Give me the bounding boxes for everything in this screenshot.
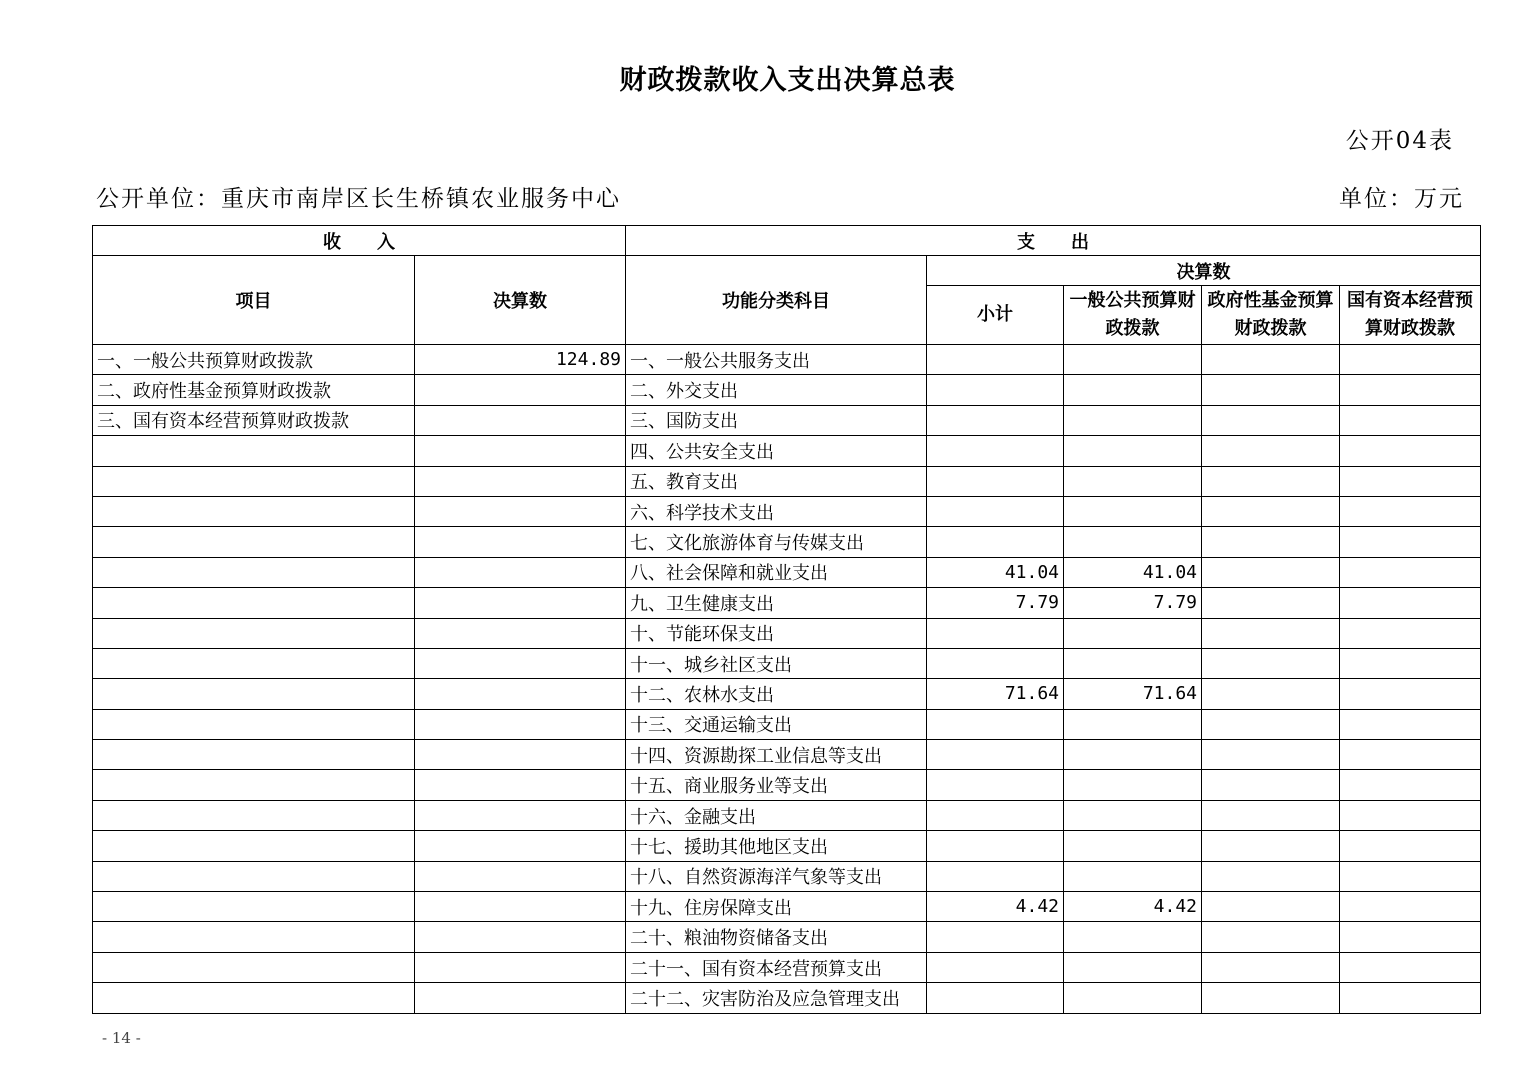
subtotal-cell <box>927 800 1064 830</box>
general-budget-cell <box>1064 983 1202 1013</box>
state-capital-cell <box>1340 740 1481 770</box>
subtotal-cell <box>927 466 1064 496</box>
general-budget-header: 一般公共预算财政拨款 <box>1064 286 1202 345</box>
income-item-cell <box>93 800 415 830</box>
state-capital-cell <box>1340 496 1481 526</box>
subtotal-cell <box>927 648 1064 678</box>
income-amount-cell <box>415 527 626 557</box>
subtotal-cell <box>927 861 1064 891</box>
gov-fund-cell <box>1202 740 1340 770</box>
table-row <box>93 436 1481 466</box>
income-item-cell: 一、一般公共预算财政拨款 <box>93 345 415 375</box>
table-row <box>93 345 1481 375</box>
general-budget-cell: 41.04 <box>1064 557 1202 587</box>
subtotal-cell <box>927 770 1064 800</box>
gov-fund-cell <box>1202 527 1340 557</box>
gov-fund-cell <box>1202 648 1340 678</box>
general-budget-cell <box>1064 740 1202 770</box>
state-capital-cell <box>1340 405 1481 435</box>
income-amount-cell <box>415 861 626 891</box>
state-capital-cell <box>1340 648 1481 678</box>
gov-fund-cell <box>1202 831 1340 861</box>
table-row <box>93 922 1481 952</box>
state-capital-cell <box>1340 345 1481 375</box>
income-amount-cell: 124.89 <box>415 345 626 375</box>
income-amount-cell <box>415 679 626 709</box>
subtotal-cell <box>927 436 1064 466</box>
income-header: 收 入 <box>93 226 626 256</box>
income-amount-cell <box>415 740 626 770</box>
table-row <box>93 983 1481 1013</box>
income-item-cell <box>93 952 415 982</box>
income-amount-cell <box>415 588 626 618</box>
table-row <box>93 618 1481 648</box>
subject-cell: 十七、援助其他地区支出 <box>626 831 927 861</box>
gov-fund-cell <box>1202 466 1340 496</box>
gov-fund-cell <box>1202 861 1340 891</box>
general-budget-cell <box>1064 618 1202 648</box>
subtotal-header: 小计 <box>927 286 1064 345</box>
state-capital-cell <box>1340 983 1481 1013</box>
subject-cell: 六、科学技术支出 <box>626 496 927 526</box>
subtotal-cell <box>927 527 1064 557</box>
state-capital-cell <box>1340 861 1481 891</box>
table-row <box>93 588 1481 618</box>
gov-fund-cell <box>1202 770 1340 800</box>
disclosing-unit: 公开单位：重庆市南岸区长生桥镇农业服务中心 <box>96 186 621 212</box>
income-item-cell <box>93 679 415 709</box>
general-budget-cell <box>1064 861 1202 891</box>
gov-fund-cell <box>1202 588 1340 618</box>
table-row <box>93 557 1481 587</box>
table-row <box>93 740 1481 770</box>
income-amount-cell <box>415 436 626 466</box>
state-capital-cell <box>1340 770 1481 800</box>
general-budget-cell <box>1064 922 1202 952</box>
state-capital-cell <box>1340 952 1481 982</box>
subtotal-cell <box>927 740 1064 770</box>
subject-cell: 十二、农林水支出 <box>626 679 927 709</box>
income-item-cell <box>93 861 415 891</box>
table-row <box>93 892 1481 922</box>
subtotal-cell <box>927 831 1064 861</box>
currency-unit: 单位：万元 <box>1339 186 1464 212</box>
subject-cell: 二、外交支出 <box>626 375 927 405</box>
income-item-cell <box>93 831 415 861</box>
gov-fund-cell <box>1202 496 1340 526</box>
table-row <box>93 861 1481 891</box>
subtotal-cell <box>927 496 1064 526</box>
income-amount-cell <box>415 405 626 435</box>
state-capital-cell <box>1340 831 1481 861</box>
state-capital-cell <box>1340 892 1481 922</box>
income-item-cell <box>93 618 415 648</box>
subject-cell: 七、文化旅游体育与传媒支出 <box>626 527 927 557</box>
subject-cell: 一、一般公共服务支出 <box>626 345 927 375</box>
state-capital-cell <box>1340 588 1481 618</box>
table-row <box>93 466 1481 496</box>
income-item-cell <box>93 892 415 922</box>
state-capital-header: 国有资本经营预算财政拨款 <box>1340 286 1481 345</box>
general-budget-cell: 7.79 <box>1064 588 1202 618</box>
general-budget-cell <box>1064 405 1202 435</box>
expense-header: 支 出 <box>626 226 1481 256</box>
state-capital-cell <box>1340 922 1481 952</box>
table-body <box>93 345 1481 1014</box>
income-amount-cell <box>415 952 626 982</box>
state-capital-cell <box>1340 436 1481 466</box>
general-budget-cell <box>1064 496 1202 526</box>
subject-cell: 二十、粮油物资储备支出 <box>626 922 927 952</box>
subtotal-cell <box>927 375 1064 405</box>
income-amount-cell <box>415 709 626 739</box>
general-budget-cell <box>1064 345 1202 375</box>
income-item-cell <box>93 588 415 618</box>
page-number: - 14 - <box>102 1029 141 1047</box>
income-amount-cell <box>415 375 626 405</box>
subtotal-cell <box>927 618 1064 648</box>
income-amount-cell <box>415 983 626 1013</box>
subject-cell: 十六、金融支出 <box>626 800 927 830</box>
state-capital-cell <box>1340 800 1481 830</box>
income-amount-cell <box>415 557 626 587</box>
income-item-cell <box>93 436 415 466</box>
general-budget-cell <box>1064 800 1202 830</box>
income-amount-cell <box>415 770 626 800</box>
subject-cell: 二十二、灾害防治及应急管理支出 <box>626 983 927 1013</box>
subtotal-cell: 71.64 <box>927 679 1064 709</box>
table-row <box>93 648 1481 678</box>
subtotal-cell <box>927 922 1064 952</box>
income-item-cell <box>93 527 415 557</box>
form-number: 公开04表 <box>1345 128 1454 154</box>
general-budget-cell <box>1064 709 1202 739</box>
income-amount-cell <box>415 831 626 861</box>
subtotal-cell: 7.79 <box>927 588 1064 618</box>
gov-fund-cell <box>1202 679 1340 709</box>
amount-header: 决算数 <box>415 256 626 345</box>
income-item-cell <box>93 709 415 739</box>
general-budget-cell <box>1064 952 1202 982</box>
subject-cell: 十一、城乡社区支出 <box>626 648 927 678</box>
subject-cell: 十、节能环保支出 <box>626 618 927 648</box>
subtotal-cell <box>927 405 1064 435</box>
gov-fund-cell <box>1202 952 1340 982</box>
table-row <box>93 770 1481 800</box>
gov-fund-header: 政府性基金预算财政拨款 <box>1202 286 1340 345</box>
func-subject-header: 功能分类科目 <box>626 256 927 345</box>
income-item-cell <box>93 983 415 1013</box>
income-item-cell <box>93 922 415 952</box>
table-row <box>93 679 1481 709</box>
table-row <box>93 831 1481 861</box>
gov-fund-cell <box>1202 800 1340 830</box>
income-amount-cell <box>415 618 626 648</box>
gov-fund-cell <box>1202 375 1340 405</box>
income-item-cell <box>93 496 415 526</box>
subtotal-cell <box>927 709 1064 739</box>
state-capital-cell <box>1340 375 1481 405</box>
general-budget-cell <box>1064 648 1202 678</box>
gov-fund-cell <box>1202 618 1340 648</box>
state-capital-cell <box>1340 709 1481 739</box>
subject-cell: 十五、商业服务业等支出 <box>626 770 927 800</box>
subtotal-cell: 41.04 <box>927 557 1064 587</box>
state-capital-cell <box>1340 527 1481 557</box>
subtotal-cell <box>927 345 1064 375</box>
page-title: 财政拨款收入支出决算总表 <box>619 65 956 96</box>
gov-fund-cell <box>1202 405 1340 435</box>
subject-cell: 四、公共安全支出 <box>626 436 927 466</box>
table-row <box>93 709 1481 739</box>
state-capital-cell <box>1340 618 1481 648</box>
fiscal-appropriation-table <box>92 225 1481 1014</box>
gov-fund-cell <box>1202 892 1340 922</box>
income-item-cell <box>93 466 415 496</box>
subject-cell: 二十一、国有资本经营预算支出 <box>626 952 927 982</box>
table-row <box>93 800 1481 830</box>
income-amount-cell <box>415 466 626 496</box>
income-item-cell <box>93 740 415 770</box>
subject-cell: 五、教育支出 <box>626 466 927 496</box>
final-amount-header: 决算数 <box>927 256 1481 286</box>
subject-cell: 十八、自然资源海洋气象等支出 <box>626 861 927 891</box>
general-budget-cell: 4.42 <box>1064 892 1202 922</box>
subtotal-cell: 4.42 <box>927 892 1064 922</box>
subject-cell: 九、卫生健康支出 <box>626 588 927 618</box>
item-header: 项目 <box>93 256 415 345</box>
income-amount-cell <box>415 496 626 526</box>
general-budget-cell <box>1064 436 1202 466</box>
income-item-cell: 三、国有资本经营预算财政拨款 <box>93 405 415 435</box>
gov-fund-cell <box>1202 345 1340 375</box>
table-row <box>93 375 1481 405</box>
income-amount-cell <box>415 922 626 952</box>
gov-fund-cell <box>1202 709 1340 739</box>
general-budget-cell <box>1064 375 1202 405</box>
general-budget-cell <box>1064 770 1202 800</box>
subject-cell: 八、社会保障和就业支出 <box>626 557 927 587</box>
gov-fund-cell <box>1202 983 1340 1013</box>
income-amount-cell <box>415 800 626 830</box>
gov-fund-cell <box>1202 436 1340 466</box>
table-row <box>93 405 1481 435</box>
state-capital-cell <box>1340 466 1481 496</box>
subject-cell: 十九、住房保障支出 <box>626 892 927 922</box>
table-row <box>93 527 1481 557</box>
subject-cell: 三、国防支出 <box>626 405 927 435</box>
table-row <box>93 952 1481 982</box>
general-budget-cell <box>1064 831 1202 861</box>
state-capital-cell <box>1340 557 1481 587</box>
income-item-cell <box>93 557 415 587</box>
subject-cell: 十四、资源勘探工业信息等支出 <box>626 740 927 770</box>
income-item-cell <box>93 648 415 678</box>
general-budget-cell: 71.64 <box>1064 679 1202 709</box>
gov-fund-cell <box>1202 922 1340 952</box>
state-capital-cell <box>1340 679 1481 709</box>
income-item-cell: 二、政府性基金预算财政拨款 <box>93 375 415 405</box>
income-item-cell <box>93 770 415 800</box>
general-budget-cell <box>1064 527 1202 557</box>
subtotal-cell <box>927 952 1064 982</box>
general-budget-cell <box>1064 466 1202 496</box>
subject-cell: 十三、交通运输支出 <box>626 709 927 739</box>
income-amount-cell <box>415 892 626 922</box>
table-row <box>93 496 1481 526</box>
income-amount-cell <box>415 648 626 678</box>
gov-fund-cell <box>1202 557 1340 587</box>
subtotal-cell <box>927 983 1064 1013</box>
